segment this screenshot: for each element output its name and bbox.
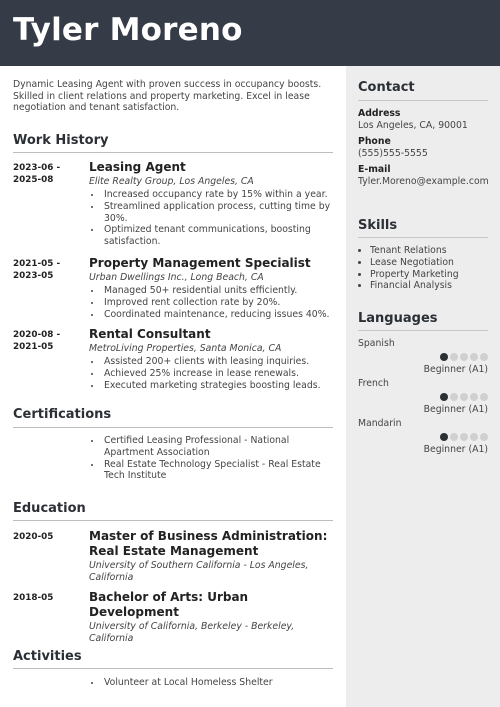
rating-dot-empty	[450, 353, 458, 361]
work-bullet: • Assisted 200+ clients with leasing inquiries.	[102, 356, 333, 368]
company-name: Urban Dwellings Inc., Long Beach, CA	[89, 272, 264, 283]
work-bullets	[89, 356, 333, 391]
languages-divider	[358, 330, 488, 331]
work-date: 2020-08 - 2021-05	[13, 330, 61, 352]
language-name: Spanish	[358, 338, 395, 349]
skill-item: • Lease Negotiation	[370, 257, 500, 269]
education-details	[89, 590, 333, 645]
rating-dot-filled	[440, 393, 448, 401]
certification-item: • Certified Leasing Professional - National Apartment Association	[102, 435, 333, 459]
address-label: Address	[358, 108, 401, 119]
rating-dot-empty	[480, 393, 488, 401]
work-bullet: • Streamlined application process, cutting time by 30%.	[102, 201, 333, 225]
skills-heading: Skills	[358, 218, 398, 233]
language-rating-dots	[440, 353, 488, 361]
degree-title: Master of Business Administration: Real Estate Management	[89, 529, 328, 558]
work-details	[89, 160, 333, 248]
rating-dot-empty	[460, 433, 468, 441]
rating-dot-empty	[460, 393, 468, 401]
certifications-divider	[13, 427, 333, 428]
education-date: 2020-05	[13, 532, 54, 542]
work-details	[89, 327, 333, 391]
work-details	[89, 256, 333, 320]
email-label: E-mail	[358, 164, 391, 175]
rating-dot-empty	[470, 353, 478, 361]
skill-item: • Financial Analysis	[370, 280, 500, 292]
contact-phone	[358, 136, 490, 160]
work-history-divider	[13, 152, 333, 153]
summary-text: Dynamic Leasing Agent with proven success in occupancy boosts. Skilled in client relations and property marketing. Excel in lease negotiation and tenant satisfaction.	[13, 79, 322, 113]
rating-dot-empty	[480, 353, 488, 361]
address-value: Los Angeles, CA, 90001	[358, 120, 468, 131]
school-name: University of Southern California - Los Angeles, California	[89, 560, 309, 583]
candidate-name: Tyler Moreno	[13, 12, 243, 48]
rating-dot-filled	[440, 353, 448, 361]
email-value[interactable]: Tyler.Moreno@example.com	[358, 176, 489, 187]
company-name: MetroLiving Properties, Santa Monica, CA	[89, 343, 282, 354]
rating-dot-empty	[470, 433, 478, 441]
work-bullet: • Optimized tenant communications, boosting satisfaction.	[102, 224, 333, 248]
activities-details	[89, 677, 333, 689]
work-bullet: • Increased occupancy rate by 15% within a year.	[102, 189, 333, 201]
sidebar	[346, 66, 500, 707]
language-item	[358, 378, 488, 415]
education-details	[89, 529, 333, 584]
skill-item: • Property Marketing	[370, 269, 500, 281]
certification-item: • Real Estate Technology Specialist - Real Estate Tech Institute	[102, 459, 333, 483]
work-bullets	[89, 189, 333, 248]
rating-dot-empty	[460, 353, 468, 361]
activities-divider	[13, 668, 333, 669]
education-date: 2018-05	[13, 593, 54, 603]
language-item	[358, 418, 488, 455]
activities-heading: Activities	[13, 649, 82, 664]
activity-item: • Volunteer at Local Homeless Shelter	[102, 677, 333, 689]
language-level: Beginner (A1)	[423, 364, 488, 375]
education-divider	[13, 520, 333, 521]
job-title: Leasing Agent	[89, 160, 186, 174]
languages-heading: Languages	[358, 311, 438, 326]
rating-dot-empty	[450, 433, 458, 441]
language-name: French	[358, 378, 389, 389]
skills-list	[358, 245, 500, 292]
resume-header	[0, 0, 500, 66]
work-bullet: • Improved rent collection rate by 20%.	[102, 297, 333, 309]
contact-address	[358, 108, 490, 132]
work-bullet: • Managed 50+ residential units efficiently.	[102, 285, 333, 297]
job-title: Property Management Specialist	[89, 256, 311, 270]
certifications-heading: Certifications	[13, 407, 112, 422]
language-item	[358, 338, 488, 375]
language-level: Beginner (A1)	[423, 444, 488, 455]
work-history-heading: Work History	[13, 133, 109, 148]
skill-item: • Tenant Relations	[370, 245, 500, 257]
skills-divider	[358, 237, 488, 238]
rating-dot-empty	[450, 393, 458, 401]
work-bullet: • Coordinated maintenance, reducing issues 40%.	[102, 309, 333, 321]
work-date: 2023-06 - 2025-08	[13, 163, 61, 185]
work-bullet: • Executed marketing strategies boosting leads.	[102, 380, 333, 392]
language-name: Mandarin	[358, 418, 402, 429]
work-bullets	[89, 285, 333, 320]
rating-dot-empty	[480, 433, 488, 441]
rating-dot-empty	[470, 393, 478, 401]
language-rating-dots	[440, 393, 488, 401]
contact-heading: Contact	[358, 80, 415, 95]
activities-list	[89, 677, 333, 689]
degree-title: Bachelor of Arts: Urban Development	[89, 590, 249, 619]
work-bullet: • Achieved 25% increase in lease renewals.	[102, 368, 333, 380]
language-level: Beginner (A1)	[423, 404, 488, 415]
job-title: Rental Consultant	[89, 327, 211, 341]
phone-value: (555)555-5555	[358, 148, 428, 159]
certifications-details	[89, 435, 333, 482]
work-date: 2021-05 - 2023-05	[13, 259, 61, 281]
phone-label: Phone	[358, 136, 391, 147]
contact-email	[358, 164, 490, 188]
contact-divider	[358, 100, 488, 101]
language-rating-dots	[440, 433, 488, 441]
company-name: Elite Realty Group, Los Angeles, CA	[89, 176, 254, 187]
school-name: University of California, Berkeley - Berkeley, California	[89, 621, 295, 644]
certifications-list	[89, 435, 333, 482]
rating-dot-filled	[440, 433, 448, 441]
education-heading: Education	[13, 501, 86, 516]
